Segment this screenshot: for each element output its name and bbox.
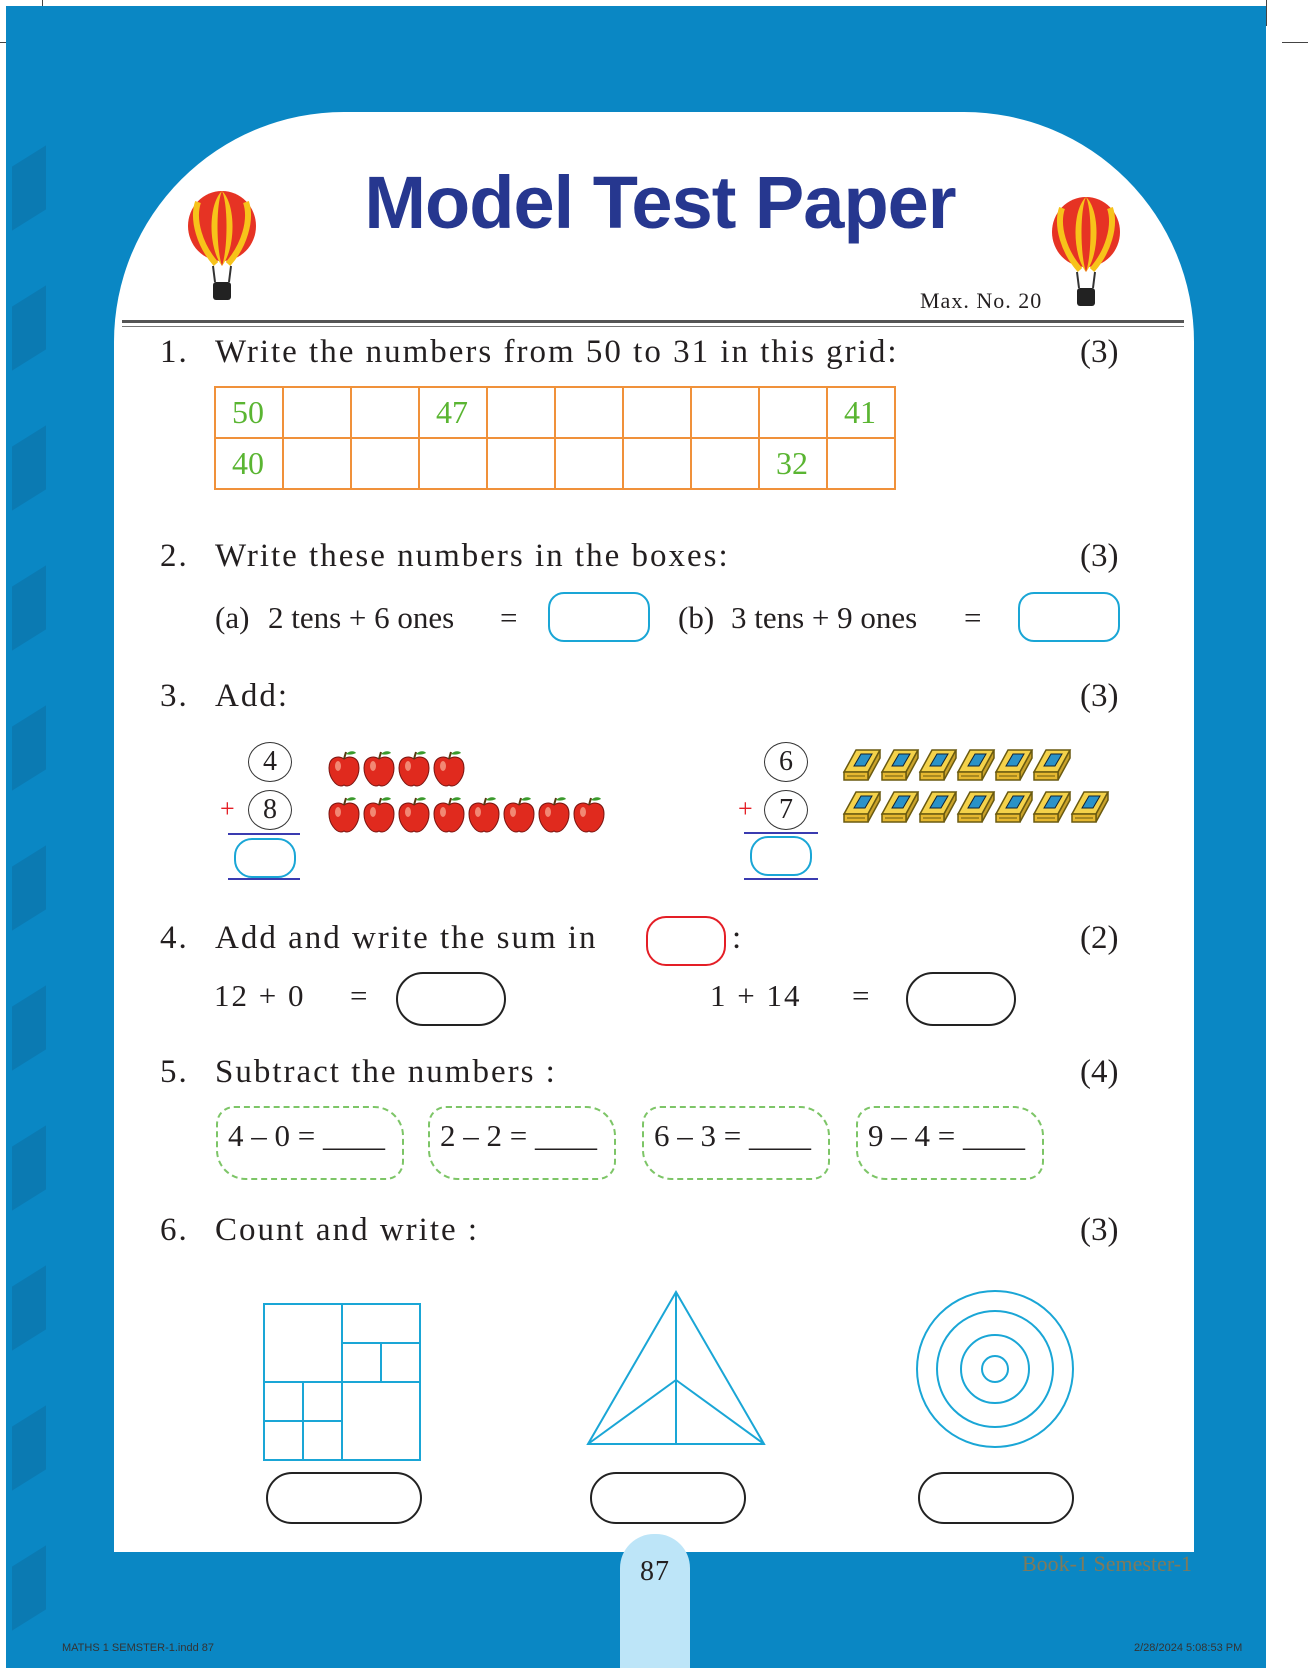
- grid-cell[interactable]: [623, 387, 691, 438]
- page-title: Model Test Paper: [364, 161, 956, 244]
- part-expression: 3 tens + 9 ones: [731, 600, 918, 635]
- frame-stripe: [12, 1265, 46, 1350]
- answer-box-6a[interactable]: [266, 1472, 422, 1524]
- question-marks: (3): [1080, 1212, 1119, 1248]
- apples-picture: [326, 748, 606, 834]
- grid-cell[interactable]: [827, 438, 895, 489]
- frame-stripe: [12, 425, 46, 510]
- question-marks: (3): [1080, 334, 1119, 370]
- question-number: 1.: [160, 334, 189, 370]
- grid-cell[interactable]: [351, 387, 419, 438]
- frame-stripe: [12, 565, 46, 650]
- grid-cell[interactable]: [419, 438, 487, 489]
- number-grid: [214, 386, 896, 490]
- question-text: Add:: [215, 678, 289, 714]
- sum-line: [744, 878, 818, 880]
- subtraction-item[interactable]: 6 – 3 = ____: [642, 1106, 830, 1180]
- question-marks: (3): [1080, 538, 1119, 574]
- part-label: (a): [215, 600, 250, 635]
- grid-cell[interactable]: [555, 387, 623, 438]
- subtraction-item[interactable]: 9 – 4 = ____: [856, 1106, 1044, 1180]
- question-marks: (2): [1080, 920, 1119, 956]
- addend-circle: 8: [248, 790, 292, 830]
- sum-line: [228, 878, 300, 880]
- answer-box-3a[interactable]: [234, 838, 296, 878]
- frame-stripe: [12, 985, 46, 1070]
- print-slug-left: MATHS 1 SEMSTER-1.indd 87: [62, 1642, 215, 1654]
- grid-cell[interactable]: [691, 387, 759, 438]
- grid-cell[interactable]: [487, 438, 555, 489]
- frame-stripe: [12, 1405, 46, 1490]
- grid-cell[interactable]: [351, 438, 419, 489]
- question-text: Subtract the numbers :: [215, 1054, 557, 1090]
- frame-stripe: [12, 145, 46, 230]
- frame-stripe: [12, 1545, 46, 1630]
- subtraction-item[interactable]: 4 – 0 = ____: [216, 1106, 404, 1180]
- question-text: Add and write the sum in: [215, 920, 598, 956]
- print-slug-right: 2/28/2024 5:08:53 PM: [1134, 1642, 1243, 1654]
- frame-stripe: [12, 705, 46, 790]
- sum-box-sample: [646, 916, 726, 966]
- grid-row: [215, 438, 895, 489]
- sum-expression: 1 + 14: [710, 978, 802, 1013]
- circles-figure: [914, 1288, 1076, 1450]
- grid-cell[interactable]: 41: [827, 387, 895, 438]
- equals-sign: =: [500, 600, 518, 635]
- answer-box-3b[interactable]: [750, 836, 812, 876]
- divider: [122, 326, 1184, 327]
- question-number: 5.: [160, 1054, 189, 1090]
- grid-cell[interactable]: 40: [215, 438, 283, 489]
- equals-sign: =: [350, 978, 368, 1013]
- equals-sign: =: [964, 600, 982, 635]
- question-marks: (3): [1080, 678, 1119, 714]
- grid-cell[interactable]: [623, 438, 691, 489]
- grid-cell[interactable]: 50: [215, 387, 283, 438]
- addend-circle: 4: [248, 742, 292, 782]
- part-label: (b): [678, 600, 715, 635]
- sum-expression: 12 + 0: [214, 978, 306, 1013]
- triangles-figure: [584, 1288, 768, 1448]
- question-number: 2.: [160, 538, 189, 574]
- plus-sign: +: [220, 794, 235, 823]
- question-number: 4.: [160, 920, 189, 956]
- sum-line: [228, 833, 300, 835]
- grid-cell[interactable]: 47: [419, 387, 487, 438]
- question-number: 3.: [160, 678, 189, 714]
- matchboxes-picture: [842, 740, 1128, 826]
- frame-stripe: [12, 285, 46, 370]
- hot-air-balloon-icon: [1050, 196, 1122, 310]
- divider: [122, 320, 1184, 323]
- addend-circle: 6: [764, 742, 808, 782]
- question-number: 6.: [160, 1212, 189, 1248]
- grid-cell[interactable]: [283, 438, 351, 489]
- grid-cell[interactable]: 32: [759, 438, 827, 489]
- grid-row: [215, 387, 895, 438]
- max-marks: Max. No. 20: [920, 288, 1043, 313]
- answer-box-2b[interactable]: [1018, 592, 1120, 642]
- subtraction-item[interactable]: 2 – 2 = ____: [428, 1106, 616, 1180]
- answer-box-2a[interactable]: [548, 592, 650, 642]
- question-text: Count and write :: [215, 1212, 480, 1248]
- sum-line: [744, 832, 818, 834]
- grid-cell[interactable]: [283, 387, 351, 438]
- equals-sign: =: [852, 978, 870, 1013]
- frame-stripe: [12, 845, 46, 930]
- question-text: Write the numbers from 50 to 31 in this grid:: [215, 334, 899, 370]
- answer-box-6b[interactable]: [590, 1472, 746, 1524]
- book-label: Book-1 Semester-1: [1022, 1551, 1193, 1576]
- question-text: Write these numbers in the boxes:: [215, 538, 730, 574]
- colon: :: [732, 920, 744, 956]
- answer-box-4a[interactable]: [396, 972, 506, 1026]
- crop-mark: [1282, 42, 1308, 43]
- page-number: 87: [620, 1534, 690, 1668]
- grid-cell[interactable]: [487, 387, 555, 438]
- answer-box-6c[interactable]: [918, 1472, 1074, 1524]
- grid-cell[interactable]: [555, 438, 623, 489]
- grid-cell[interactable]: [691, 438, 759, 489]
- crop-mark: [1266, 0, 1267, 26]
- plus-sign: +: [738, 794, 753, 823]
- question-marks: (4): [1080, 1054, 1119, 1090]
- answer-box-4b[interactable]: [906, 972, 1016, 1026]
- grid-cell[interactable]: [759, 387, 827, 438]
- part-expression: 2 tens + 6 ones: [268, 600, 455, 635]
- hot-air-balloon-icon: [186, 190, 258, 304]
- frame-stripe: [12, 1125, 46, 1210]
- squares-figure: [262, 1302, 422, 1462]
- addend-circle: 7: [764, 790, 808, 830]
